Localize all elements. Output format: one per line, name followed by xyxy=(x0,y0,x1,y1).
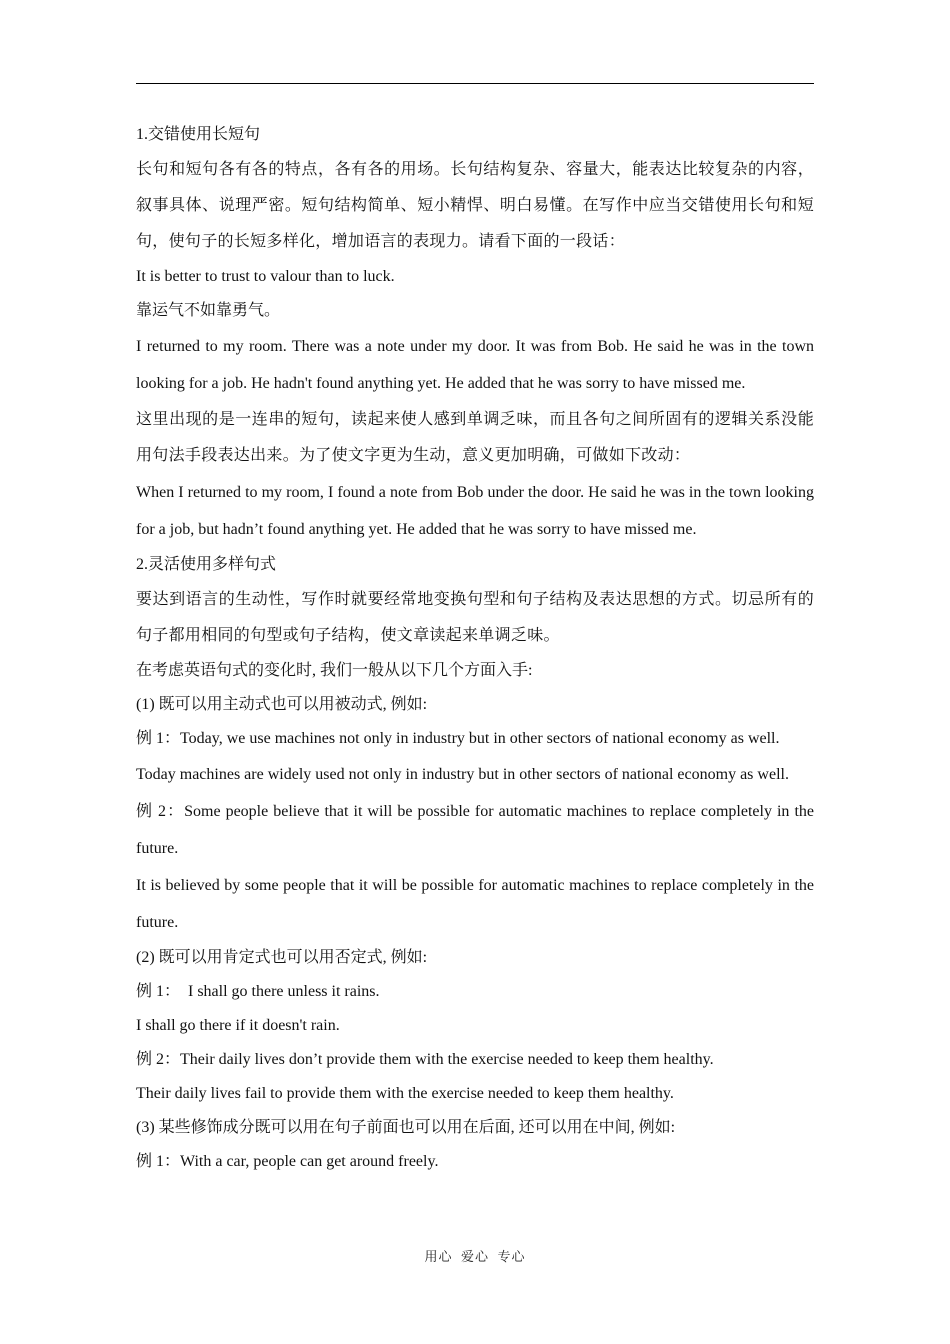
sub3-example1: 例 1：With a car, people can get around freely. xyxy=(136,1153,439,1170)
section1-heading: 1.交错使用长短句 xyxy=(136,126,261,143)
section2-heading: 2.灵活使用多样句式 xyxy=(136,556,277,573)
header-rule xyxy=(136,83,814,84)
sub2-example2: 例 2：Their daily lives don’t provide them with the exercise needed to keep them healthy. xyxy=(136,1051,714,1068)
sub3-title: (3) 某些修饰成分既可以用在句子前面也可以用在后面, 还可以用在中间, 例如: xyxy=(136,1119,676,1136)
sub1-example1: 例 1：Today, we use machines not only in industry but in other sectors of national economy as well. xyxy=(136,730,780,747)
sub2-example1: 例 1： I shall go there unless it rains. xyxy=(136,983,380,1000)
proverb-cn: 靠运气不如靠勇气。 xyxy=(136,302,281,319)
sub2-example1-alt: I shall go there if it doesn't rain. xyxy=(136,1017,340,1034)
page-footer: 用心 爱心 专心 xyxy=(424,1249,526,1264)
proverb-en: It is better to trust to valour than to luck. xyxy=(136,268,395,285)
section1-intro: 长句和短句各有各的特点，各有各的用场。长句结构复杂、容量大，能表达比较复杂的内容，叙事具体、说理严密。短句结构简单、短小精悍、明白易懂。在写作中应当交错使用长句和短句，使句子的长短多样化，增加语言的表现力。请看下面的一段话： xyxy=(136,161,814,250)
example-revised: When I returned to my room, I found a note from Bob under the door. He said he was in the town looking for a job, but hadn’t found anything yet. He added that he was sorry to have missed me. xyxy=(136,484,814,538)
sub1-example1-alt: Today machines are widely used not only in industry but in other sectors of national economy as well. xyxy=(136,766,789,783)
sub2-example2-alt: Their daily lives fail to provide them with the exercise needed to keep them healthy. xyxy=(136,1085,674,1102)
sub2-title: (2) 既可以用肯定式也可以用否定式, 例如: xyxy=(136,949,428,966)
sub1-example2: 例 2：Some people believe that it will be possible for automatic machines to replace completely in the future. xyxy=(136,803,814,857)
document-body xyxy=(136,118,814,1179)
sub1-example2-alt: It is believed by some people that it will be possible for automatic machines to replace completely in the future. xyxy=(136,877,814,931)
section2-intro: 要达到语言的生动性，写作时就要经常地变换句型和句子结构及表达思想的方式。切忌所有的句子都用相同的句型或句子结构，使文章读起来单调乏味。 xyxy=(136,591,814,644)
analysis-paragraph: 这里出现的是一连串的短句，读起来使人感到单调乏味，而且各句之间所固有的逻辑关系没能用句法手段表达出来。为了使文字更为生动，意义更加明确，可做如下改动： xyxy=(136,411,814,464)
section2-lead: 在考虑英语句式的变化时, 我们一般从以下几个方面入手: xyxy=(136,662,533,679)
sub1-title: (1) 既可以用主动式也可以用被动式, 例如: xyxy=(136,696,428,713)
example-short-sentences: I returned to my room. There was a note under my door. It was from Bob. He said he was in the town looking for a job. He hadn't found anything yet. He added that he was sorry to have missed me. xyxy=(136,338,814,392)
